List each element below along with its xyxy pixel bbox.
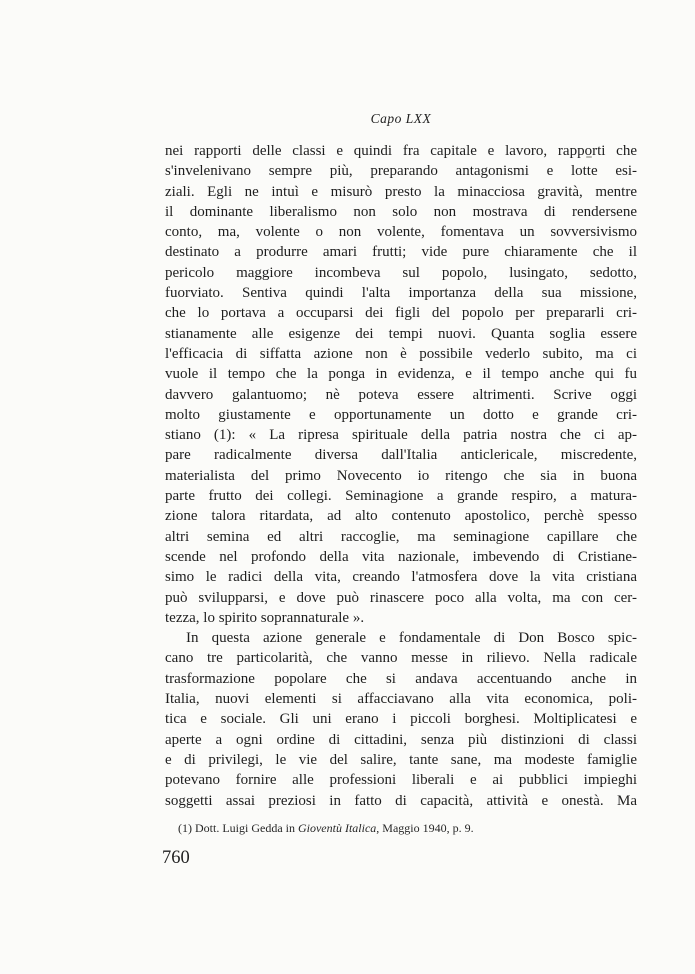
text-line: vuole il tempo che la ponga in evidenza, e il tempo anche qui fu <box>165 366 637 383</box>
text-line: parte frutto dei collegi. Seminagione a grande respiro, a matura- <box>165 488 637 505</box>
text-line: aperte a ogni ordine di cittadini, senza più distinzioni di classi <box>165 731 637 748</box>
text-line: e di privilegi, le vie del salire, tante sane, ma modeste famiglie <box>165 751 637 768</box>
footnote-text: Dott. Luigi Gedda in <box>192 821 298 835</box>
text-line: destinato a produrre amari frutti; vide pure chiaramente che il <box>165 244 637 261</box>
text-line: trasformazione popolare che si andava accentuando anche in <box>165 670 637 687</box>
text-line: ziali. Egli ne intuì e misurò presto la minacciosa gravità, mentre <box>165 183 637 200</box>
text-line: l'efficacia di siffatta azione non è possibile vederlo subito, ma ci <box>165 345 637 362</box>
text-line: soggetti assai preziosi in fatto di capacità, attività e onestà. Ma <box>165 792 637 809</box>
text-block <box>165 141 637 811</box>
text-line: stianamente alle esigenze dei tempi nuovi. Quanta soglia essere <box>165 325 637 342</box>
text-line: In questa azione generale e fondamentale di Don Bosco spic- <box>186 630 637 647</box>
text-line: scende nel profondo della vita nazionale, imbevendo di Cristiane- <box>165 548 637 565</box>
footnote <box>165 821 637 836</box>
text-line: simo le radici della vita, creando l'atmosfera dove la vita cristiana <box>165 569 637 586</box>
text-line: potevano fornire alle professioni liberali e ai pubblici impieghi <box>165 772 637 789</box>
text-line: fuorviato. Sentiva quindi l'alta importanza della sua missione, <box>165 285 637 302</box>
running-head: Capo LXX <box>370 111 432 126</box>
text-line: molto giustamente e opportunamente un dotto e grande cri- <box>165 406 637 423</box>
text-line: altri semina ed altri raccoglie, ma seminagione capillare che <box>165 528 637 545</box>
footnote-citation-detail: , Maggio 1940, p. 9. <box>376 821 474 835</box>
footnote-journal-title: Gioventù Italica <box>297 821 377 835</box>
text-line: nei rapporti delle classi e quindi fra capitale e lavoro, rapporti che <box>165 143 637 159</box>
text-line: pericolo maggiore incombeva sul popolo, lusingato, sedotto, <box>165 264 637 281</box>
text-line: davvero galantuomo; nè poteva essere altrimenti. Scrive oggi <box>165 386 637 403</box>
text-line: tezza, lo spirito soprannaturale ». <box>165 609 365 626</box>
text-line: tica e sociale. Gli uni erano i piccoli borghesi. Moltiplicatesi e <box>165 711 637 728</box>
text-line: Italia, nuovi elementi si affacciavano alla vita economica, poli- <box>165 691 637 708</box>
footnote-marker: (1) <box>178 821 192 835</box>
page-number: 760 <box>162 848 190 868</box>
text-line: s'invelenivano sempre più, preparando antagonismi e lotte esi- <box>165 163 637 180</box>
text-line: zione talora ritardata, ad alto contenuto apostolico, perchè spesso <box>165 508 637 525</box>
text-line: può svilupparsi, e dove può rinascere poco alla volta, ma con cer- <box>165 589 637 606</box>
text-line: materialista del primo Novecento io ritengo che sia in buona <box>165 467 637 484</box>
text-line: cano tre particolarità, che vanno messe in rilievo. Nella radicale <box>165 650 637 667</box>
text-line: stiano (1): « La ripresa spirituale della patria nostra che ci ap- <box>165 427 637 444</box>
text-line: il dominante liberalismo non solo non mostrava di rendersene <box>165 203 637 220</box>
text-line: conto, ma, volente o non volente, fomentava un sovversivismo <box>165 224 637 241</box>
text-line: che lo portava a occuparsi dei figli del popolo per prepararli cri- <box>165 305 637 322</box>
text-line: pare radicalmente diversa dall'Italia anticlericale, miscredente, <box>165 447 637 464</box>
